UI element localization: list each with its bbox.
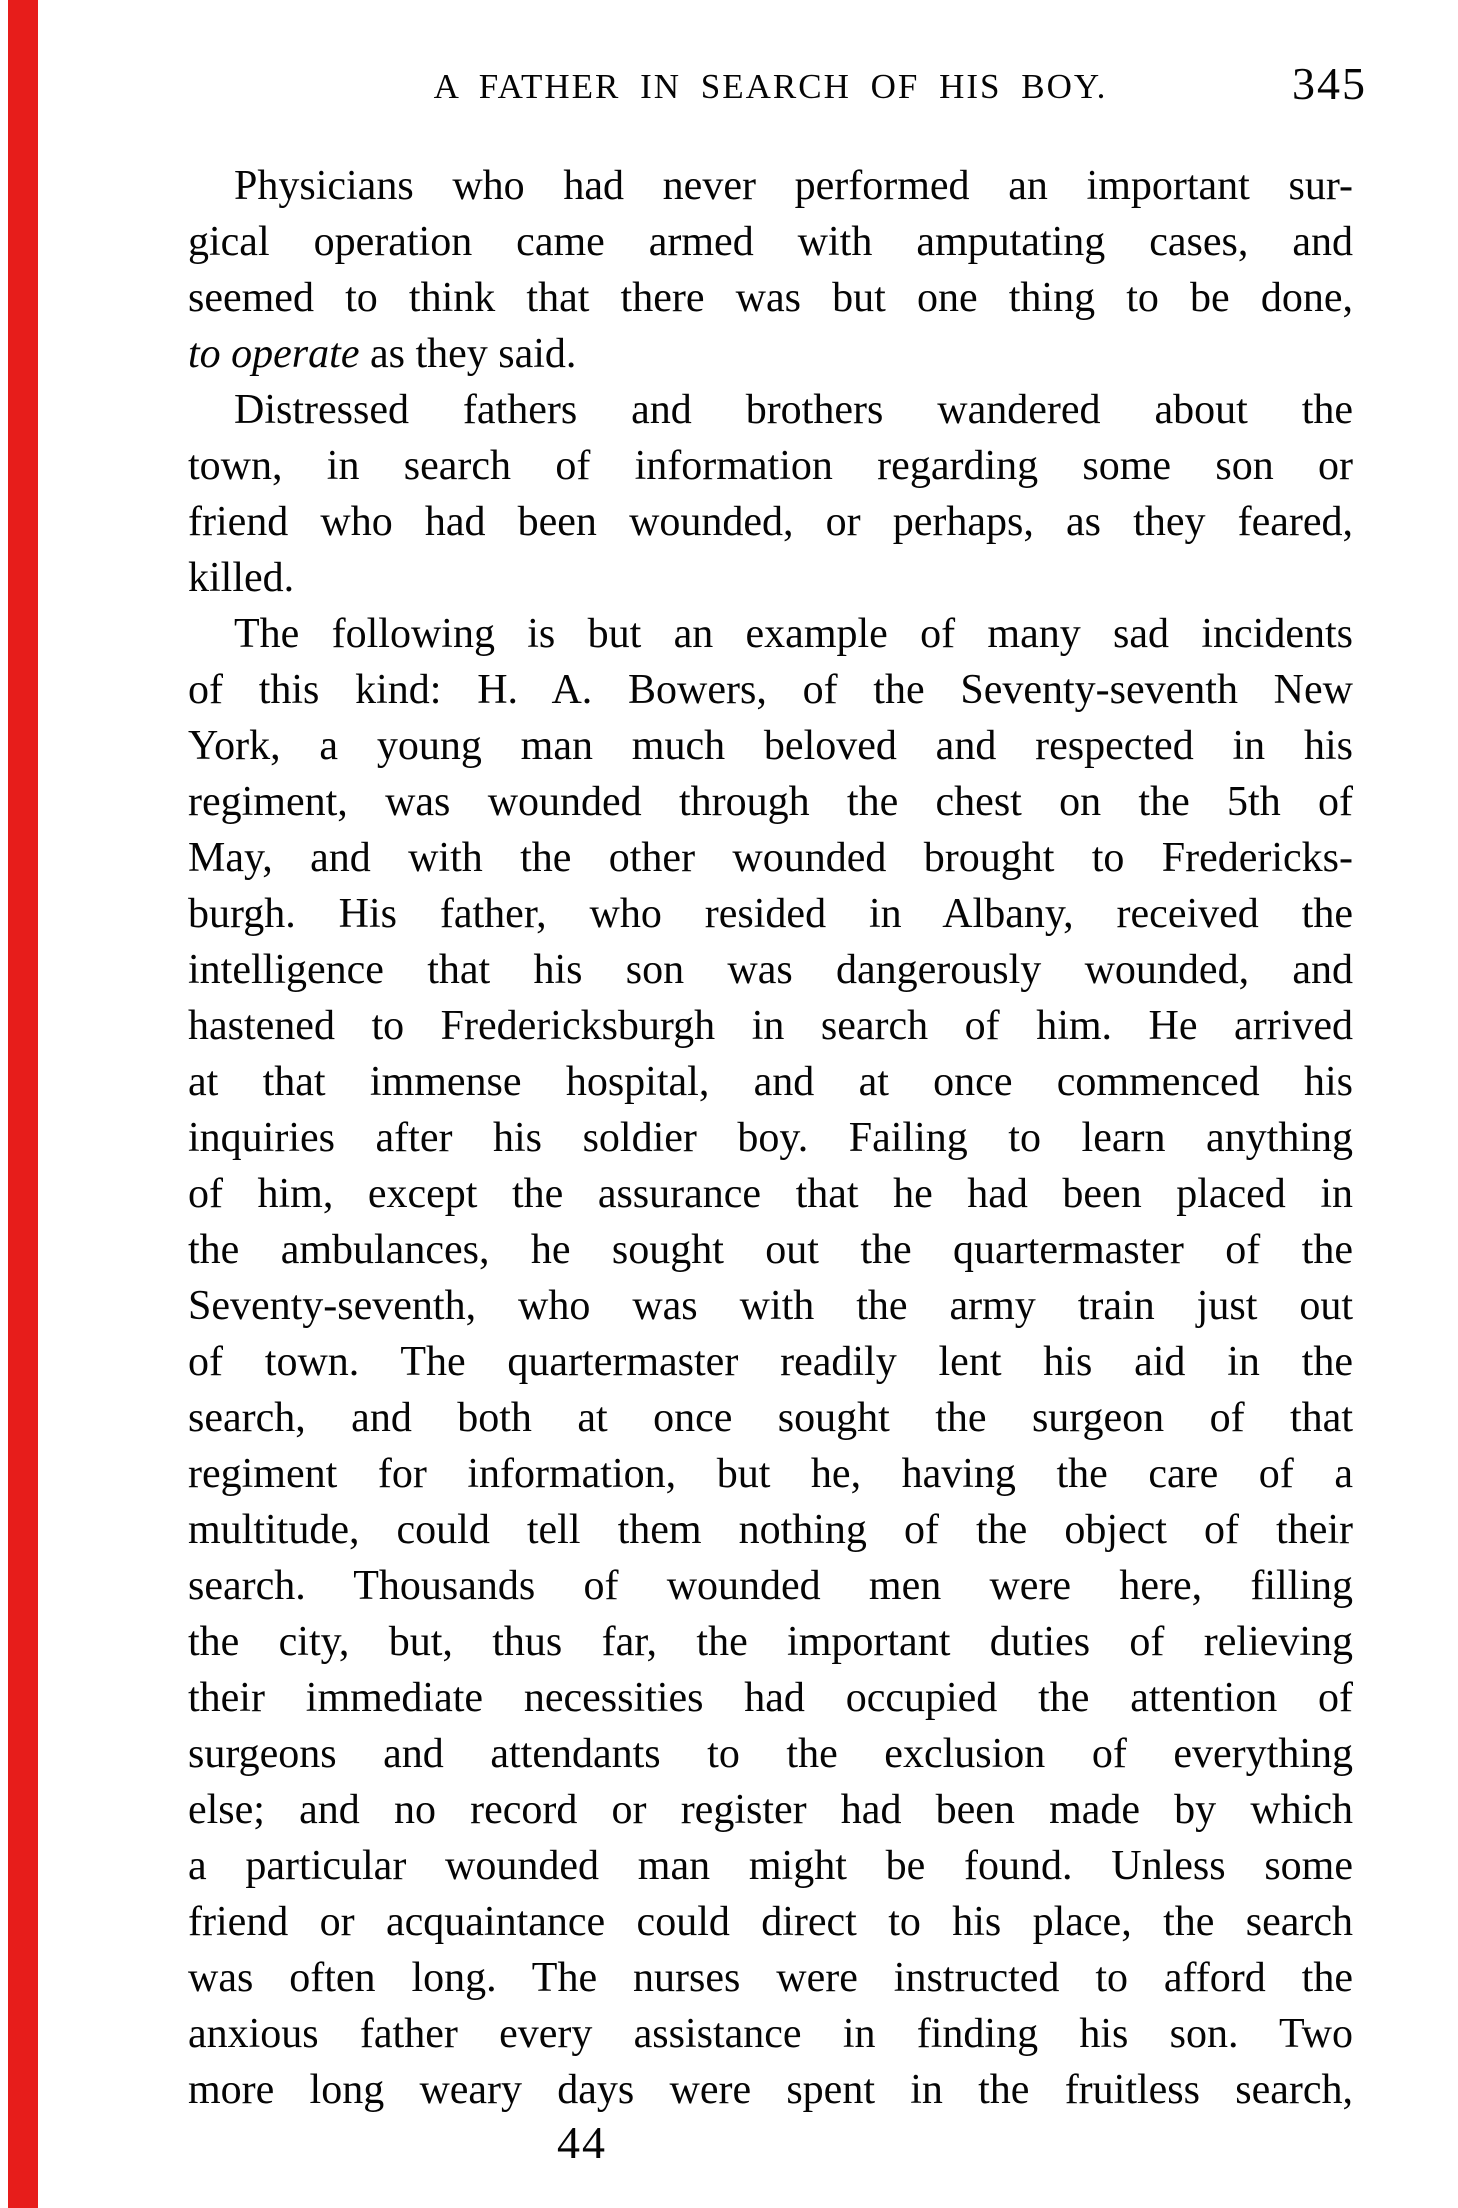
text-line [188, 158, 1353, 214]
text-line [188, 438, 1353, 494]
text-line [188, 774, 1353, 830]
text-segment: killed. [188, 555, 295, 601]
text-segment: gical operation came armed with amputating cases, and [188, 219, 1353, 265]
text-line [188, 1838, 1353, 1894]
text-segment: of him, except the assurance that he had been placed in [188, 1171, 1353, 1217]
text-line [188, 998, 1353, 1054]
text-line [188, 1614, 1353, 1670]
text-line [188, 1558, 1353, 1614]
text-line [188, 886, 1353, 942]
text-line [188, 1110, 1353, 1166]
signature-mark: 44 [557, 2117, 607, 2168]
text-line [188, 1726, 1353, 1782]
text-line [188, 1502, 1353, 1558]
body-text [188, 158, 1353, 2118]
text-line [188, 1670, 1353, 1726]
text-line [188, 1446, 1353, 1502]
text-segment: May, and with the other wounded brought to Fredericks- [188, 835, 1353, 881]
text-segment: a particular wounded man might be found. Unless some [188, 1843, 1353, 1889]
text-segment: else; and no record or register had been made by which [188, 1787, 1353, 1833]
text-line [188, 606, 1353, 662]
text-segment: search. Thousands of wounded men were here, filling [188, 1563, 1353, 1609]
text-line [188, 1782, 1353, 1838]
text-segment: hastened to Fredericksburgh in search of him. He arrived [188, 1003, 1353, 1049]
text-segment: more long weary days were spent in the fruitless search, [188, 2067, 1353, 2113]
text-segment: regiment, was wounded through the chest on the 5th of [188, 779, 1353, 825]
text-line [188, 494, 1353, 550]
page-number: 345 [1292, 58, 1367, 109]
text-segment: the ambulances, he sought out the quartermaster of the [188, 1227, 1353, 1273]
text-line [188, 1334, 1353, 1390]
text-line [188, 214, 1353, 270]
text-line [188, 2062, 1353, 2118]
italic-text-segment: to operate [188, 331, 360, 377]
text-segment: Seventy-seventh, who was with the army train just out [188, 1283, 1353, 1329]
text-line [188, 550, 1353, 606]
running-head-title: A FATHER IN SEARCH OF HIS BOY. [433, 67, 1108, 106]
text-segment: Distressed fathers and brothers wandered about the [234, 387, 1353, 433]
red-scan-edge-stripe [8, 0, 38, 2208]
text-segment: town, in search of information regarding some son or [188, 443, 1353, 489]
text-segment: as they said. [359, 331, 577, 377]
text-segment: intelligence that his son was dangerously wounded, and [188, 947, 1353, 993]
text-segment: surgeons and attendants to the exclusion of everything [188, 1731, 1353, 1777]
text-line [188, 1950, 1353, 2006]
text-segment: seemed to think that there was but one thing to be done, [188, 275, 1353, 321]
text-line [188, 662, 1353, 718]
text-line [188, 326, 1353, 382]
text-line [188, 2006, 1353, 2062]
text-segment: regiment for information, but he, having the care of a [188, 1451, 1353, 1497]
text-segment: was often long. The nurses were instructed to afford the [188, 1955, 1353, 2001]
text-line [188, 1166, 1353, 1222]
text-segment: their immediate necessities had occupied the attention of [188, 1675, 1353, 1721]
text-segment: friend or acquaintance could direct to his place, the search [188, 1899, 1353, 1945]
text-segment: search, and both at once sought the surgeon of that [188, 1395, 1353, 1441]
text-line [188, 382, 1353, 438]
text-segment: multitude, could tell them nothing of the object of their [188, 1507, 1353, 1553]
text-segment: the city, but, thus far, the important duties of relieving [188, 1619, 1353, 1665]
text-line [188, 718, 1353, 774]
text-segment: friend who had been wounded, or perhaps, as they feared, [188, 499, 1353, 545]
text-segment: inquiries after his soldier boy. Failing to learn anything [188, 1115, 1353, 1161]
text-segment: of town. The quartermaster readily lent his aid in the [188, 1339, 1353, 1385]
text-line [188, 1054, 1353, 1110]
text-line [188, 1894, 1353, 1950]
text-line [188, 1222, 1353, 1278]
text-line [188, 1278, 1353, 1334]
text-line [188, 1390, 1353, 1446]
text-line [188, 830, 1353, 886]
text-segment: The following is but an example of many sad incidents [234, 611, 1353, 657]
text-segment: at that immense hospital, and at once commenced his [188, 1059, 1353, 1105]
text-segment: Physicians who had never performed an important sur- [234, 163, 1353, 209]
text-segment: anxious father every assistance in finding his son. Two [188, 2011, 1353, 2057]
text-line [188, 270, 1353, 326]
text-segment: of this kind: H. A. Bowers, of the Seventy-seventh New [188, 667, 1353, 713]
text-segment: York, a young man much beloved and respected in his [188, 723, 1353, 769]
text-segment: burgh. His father, who resided in Albany, received the [188, 891, 1353, 937]
text-line [188, 942, 1353, 998]
